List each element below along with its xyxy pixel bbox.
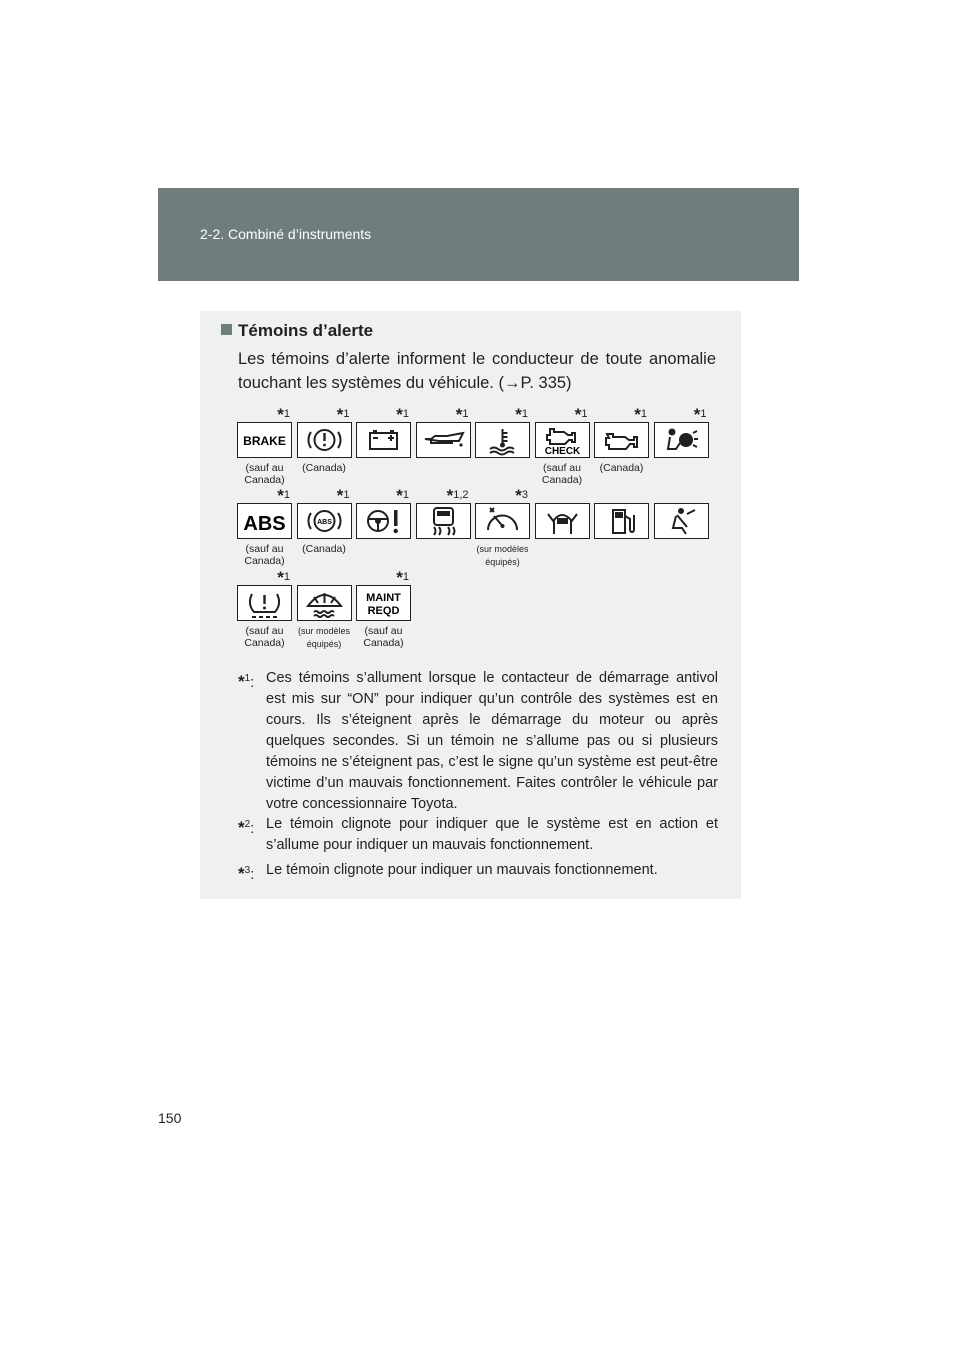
warning-light-cell [594, 405, 649, 474]
warning-light-cell [416, 405, 471, 458]
footnote-2: *$^2$: Le témoin clignote pour indiquer que le système est en action et s’allume pour indiquer un mauvais fonctionnement. [238, 816, 718, 853]
warning-light-cell [356, 568, 411, 649]
svg-text:CHECK: CHECK [544, 446, 580, 457]
battery-icon [356, 422, 411, 458]
warning-light-cell [297, 405, 352, 474]
region-note: (Canada) [302, 543, 346, 555]
intro-text: Les témoins d’alerte informent le conducteur de toute anomalie touchant les systèmes du véhicule. (→P. 335) [238, 350, 716, 392]
footnote-marker: *3 [515, 486, 528, 505]
bullet-square-icon [221, 324, 232, 335]
footnote-marker: *1 [396, 486, 409, 505]
region-note: (sauf au Canada) [541, 462, 583, 486]
svg-text:REQD: REQD [367, 605, 400, 617]
region-note: (sur modèles équipés) [297, 626, 351, 649]
engine-icon [594, 422, 649, 458]
warning-light-cell [475, 486, 530, 567]
svg-text:ABS: ABS [243, 513, 286, 535]
warning-lights-panel [200, 311, 741, 899]
footnote-marker: *1 [396, 568, 409, 587]
footnote-1: *$^1$: Ces témoins s’allument lorsque le contacteur de démarrage antivol est mis sur “ON” pour indiquer qu’un contrôle des systèmes est en cours. Ils s’éteignent après le démarrage du moteur ou après quelques secondes. Si un témoin ne s’allume pas ou si plusieurs témoins ne s’éteignent pas, c’est le signe qu’un système est peut-être victime d’un mauvais fonctionnement. Faites contrôler le véhicule par votre concessionnaire Toyota. [238, 670, 718, 812]
footnote-marker: *1 [574, 405, 588, 424]
cruise-icon [475, 503, 530, 539]
warning-light-cell [594, 503, 649, 539]
page-number: 150 [158, 1110, 182, 1126]
fuel-icon [594, 503, 649, 539]
oil-pressure-icon [416, 422, 471, 458]
warning-lights-row-3 [237, 568, 717, 649]
abs-circle-icon [297, 503, 352, 539]
brake-circle-icon [297, 422, 352, 458]
warning-light-cell [654, 405, 709, 458]
footnote-marker: *1 [336, 405, 350, 424]
footnote-marker: *1 [396, 405, 409, 424]
seatbelt-icon [654, 503, 709, 539]
svg-text:MAINT: MAINT [366, 592, 401, 604]
region-note: (Canada) [302, 462, 346, 474]
footnote-marker: *1,2 [446, 486, 469, 505]
warning-light-cell [356, 486, 411, 539]
airbag-icon [654, 422, 709, 458]
check-engine-icon [535, 422, 590, 458]
panel-title [221, 321, 373, 341]
section-header [158, 188, 799, 281]
warning-light-cell [297, 585, 352, 649]
brake-text-icon [237, 422, 292, 458]
abs-text-icon [237, 503, 292, 539]
door-open-icon [535, 503, 590, 539]
tire-pressure-icon [237, 585, 292, 621]
footnote-marker: *1 [693, 405, 707, 424]
footnote-marker: *1 [277, 568, 290, 587]
region-note: (sauf au Canada) [363, 625, 404, 649]
warning-lights-row-1 [237, 405, 717, 486]
region-note: (sauf au Canada) [244, 462, 285, 486]
coolant-temp-icon [475, 422, 530, 458]
region-note: (Canada) [599, 462, 644, 474]
svg-text:BRAKE: BRAKE [243, 434, 286, 448]
warning-light-cell [535, 503, 590, 539]
region-note: (sauf au Canada) [244, 543, 285, 567]
svg-text:ABS: ABS [316, 519, 332, 526]
footnote-marker: *1 [455, 405, 469, 424]
warning-light-cell [654, 503, 709, 539]
footnote-marker: *1 [277, 486, 290, 505]
warning-light-cell [416, 486, 471, 539]
warning-lights-row-2 [237, 486, 717, 567]
footnote-marker: *1 [634, 405, 647, 424]
warning-light-cell [297, 486, 352, 555]
section-title: 2-2. Combiné d’instruments [200, 226, 372, 242]
region-note: (sauf au Canada) [244, 625, 285, 649]
footnote-marker: *1 [277, 405, 290, 424]
warning-light-cell [237, 405, 292, 486]
footnote-marker: *1 [515, 405, 528, 424]
washer-fluid-icon [297, 585, 352, 621]
warning-light-cell [356, 405, 411, 458]
warning-light-cell [475, 405, 530, 458]
warning-light-cell [237, 486, 292, 567]
footnote-marker: *1 [336, 486, 350, 505]
region-note: (sur modèles équipés) [476, 544, 529, 567]
maint-reqd-icon [356, 585, 411, 621]
skid-icon [416, 503, 471, 539]
warning-light-cell [237, 568, 292, 649]
panel-title-text: Témoins d’alerte [238, 321, 374, 340]
warning-light-cell [535, 405, 590, 486]
footnote-3: *$^3$: Le témoin clignote pour indiquer un mauvais fonctionnement. [238, 862, 658, 883]
power-steering-icon [356, 503, 411, 539]
